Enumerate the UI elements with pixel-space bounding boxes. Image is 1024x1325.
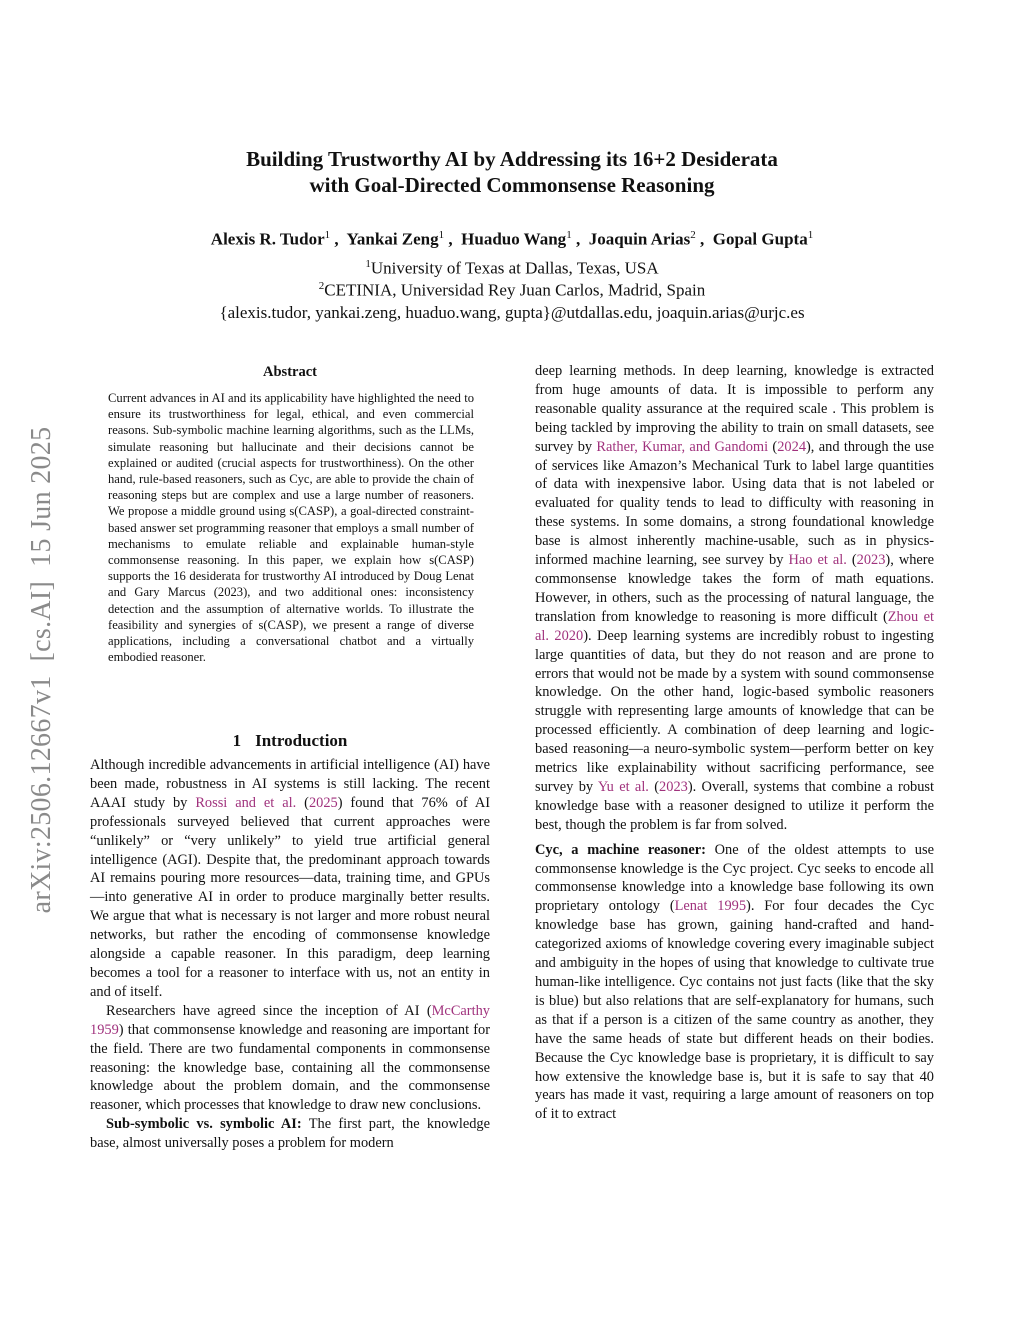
author-name: Gopal Gupta xyxy=(712,229,808,249)
citation-year-link[interactable]: 2023 xyxy=(856,552,886,569)
section-number: 1 xyxy=(232,731,242,750)
author-list: Alexis R. Tudor$^1$ , Yankai Zeng$^1$ , Huaduo Wang$^1$ , Joaquin Arias$^2$ , Gopal Gupta$^1$ xyxy=(210,229,814,249)
section-title: Introduction xyxy=(255,731,348,750)
citation-link[interactable]: Lenat 1995 xyxy=(674,898,747,915)
author-emails: {alexis.tudor, yankai.zeng, huaduo.wang, gupta}@utdallas.edu, joaquin.arias@urjc.es xyxy=(219,303,805,322)
right-column-body xyxy=(535,362,934,1124)
citation-year-link[interactable]: 2024 xyxy=(777,438,807,455)
author-affiliation-mark: 1 xyxy=(807,229,814,241)
paper-title-line-1: Building Trustworthy AI by Addressing its 16+2 Desiderata xyxy=(246,147,778,171)
affiliation-mark: 1 xyxy=(365,258,371,270)
paper-title-line-2: with Goal-Directed Commonsense Reasoning xyxy=(309,173,715,197)
affiliation-text: CETINIA, Universidad Rey Juan Carlos, Madrid, Spain xyxy=(324,280,706,300)
paragraph-runin-heading: Sub-symbolic vs. symbolic AI: xyxy=(106,1116,302,1133)
author-affiliation-mark: 1 xyxy=(566,229,572,241)
affiliation-2 xyxy=(0,276,1024,301)
citation-link[interactable]: Hao et al. xyxy=(788,552,847,569)
author-name: Yankai Zeng xyxy=(346,229,439,249)
right-paragraph-1: deep learning methods. In deep learning, knowledge is extracted from huge amounts of data. It is impossible to perform any reasonable quality assurance at the required scale . This problem is being tackled by improving the ability to train on small datasets, see survey by Rather, Kumar, and Gandomi (2024), and through the use of services like Amazon’s Mechanical Turk to label large quantities of data with inexpensive labor. Using data that is not labeled or evaluated for quality tends to lead to difficulty with reasoning in these systems. In some domains, a strong foundational knowledge base is almost inherently machine-usable, such as in physics-informed machine learning, see survey by Hao et al. (2023), where commonsense knowledge takes the form of math equations. However, in others, such as the processing of natural language, the translation from knowledge to reasoning is more difficult (Zhou et al. 2020). Deep learning systems are incredibly robust to ingesting large quantities of data, but they do not reason and are prone to errors that would not be made by a system with sound commonsense knowledge. On the other hand, logic-based symbolic reasoners struggle with representing large amounts of knowledge that can be processed efficiently. A combination of deep learning and logic-based reasoning—a neuro-symbolic system—perform better on key metrics like explainability without sacrificing performance, see survey by Yu et al. (2023). Overall, systems that combine a robust knowledge base with a reasoner designed to utilize it perform the best, though the problem is far from solved. xyxy=(535,363,935,833)
citation-link[interactable]: Yu et al. xyxy=(597,778,649,795)
author-affiliation-mark: 1 xyxy=(438,229,445,241)
intro-paragraph-1: Although incredible advancements in artificial intelligence (AI) have been made, robustness in AI systems is still lacking. The recent AAAI study by Rossi and et al. (2025) found that 76% of AI professionals surveyed believed that current approaches were “unlikely” or “very unlikely” to yield true artificial general intelligence (AGI). Despite that, the predominant approach towards AI remains pouring more resources—data, training time, and GPUs—into generative AI in order to produce marginally better results. We argue that what is necessary is not larger and more robust neural networks, but rather the encoding of commonsense knowledge alongside a capable reasoner. In this paradigm, deep learning becomes a tool for a reasoner to interface with us, not an entity in and of itself. xyxy=(90,757,491,1000)
section-heading-introduction xyxy=(90,731,490,751)
author-affiliation-mark: 2 xyxy=(690,229,696,241)
affiliation-1 xyxy=(0,254,1024,279)
left-column-body xyxy=(90,756,490,1153)
paper-title xyxy=(0,146,1024,198)
citation-link[interactable]: McCarthy 1959 xyxy=(90,1002,490,1038)
affiliation-text: University of Texas at Dallas, Texas, USA xyxy=(370,258,659,278)
author-name: Joaquin Arias xyxy=(588,229,691,249)
intro-paragraph-2: Researchers have agreed since the inception of AI (McCarthy 1959) that commonsense knowledge and reasoning are important for the field. There are two fundamental components in commonsense reasoning: the knowledge base, containing all the commonsense knowledge about the problem domain, and the commonsense reasoner, which processes that knowledge to draw new conclusions. xyxy=(90,1002,490,1114)
paragraph-runin-heading: Cyc, a machine reasoner: xyxy=(535,841,706,858)
abstract-text: Current advances in AI and its applicability have highlighted the need to ensure its trustworthiness for legal, ethical, and even commercial reasons. Sub-symbolic machine learning algorithms, such as the LLMs, simulate reasoning but hallucinate and their decisions cannot be explained or audited (crucial aspects for trustworthiness). On the other hand, rule-based reasoners, such as Cyc, are able to provide the chain of reasoning steps but are complex and use a large number of reasoners. We propose a middle ground using s(CASP), a goal-directed constraint-based answer set programming reasoner that employs a small number of mechanisms to emulate reliable and explainable human-style commonsense reasoning. In this paper, we explain how s(CASP) supports the 16 desiderata for trustworthy AI introduced by Doug Lenat and Gary Marcus (2023), and two additional ones: inconsistency detection and the assumption of alternative worlds. To illustrate the feasibility and synergies of s(CASP), we present a range of diverse applications, including a conversational chatbot and a virtually embodied reasoner. xyxy=(108,391,474,665)
intro-paragraph-3: Sub-symbolic vs. symbolic AI: The first part, the knowledge base, almost universally poses a problem for modern xyxy=(90,1116,490,1152)
citation-year-link[interactable]: 2025 xyxy=(308,794,338,811)
author-affiliation-mark: 1 xyxy=(324,229,331,241)
affiliation-mark: 2 xyxy=(318,280,325,292)
arxiv-category: [cs.AI] xyxy=(26,580,57,662)
citation-link[interactable]: Rather, Kumar, and Gandomi xyxy=(596,438,769,455)
arxiv-id: arXiv:2506.12667v1 xyxy=(26,675,57,914)
arxiv-identifier-stamp xyxy=(26,413,58,914)
citation-year-link[interactable]: 2023 xyxy=(659,778,688,795)
citation-link[interactable]: Rossi and et al. xyxy=(195,794,297,811)
right-paragraph-2: Cyc, a machine reasoner: One of the oldest attempts to use commonsense knowledge is the Cyc project. Cyc seeks to encode all commonsense knowledge into a knowledge base following its own proprietary ontology (Lenat 1995). For four decades the Cyc knowledge base has grown, gaining hand-crafted and hand-categorized axioms of knowledge covering every imaginable subject and ambiguity in the hopes of using that knowledge to cultivate true human-like intelligence. Cyc contains not just facts (like that the sky is blue) but also relations that are self-explanatory for humans, such as that if a person is a citizen of the same country as another, they have the same heads of state but different heads on their bodies. Because the Cyc knowledge base is proprietary, it is difficult to say how extensive the knowledge base is, but it is safe to say that 40 years has made it vast, requiring a large amount of reasoners on top of it to extract xyxy=(535,841,934,1123)
author-name: Alexis R. Tudor xyxy=(210,229,325,249)
author-name: Huaduo Wang xyxy=(461,229,567,249)
arxiv-date: 15 Jun 2025 xyxy=(26,426,57,567)
abstract-heading: Abstract xyxy=(263,364,317,380)
citation-link[interactable]: Zhou et al. 2020 xyxy=(535,608,934,644)
